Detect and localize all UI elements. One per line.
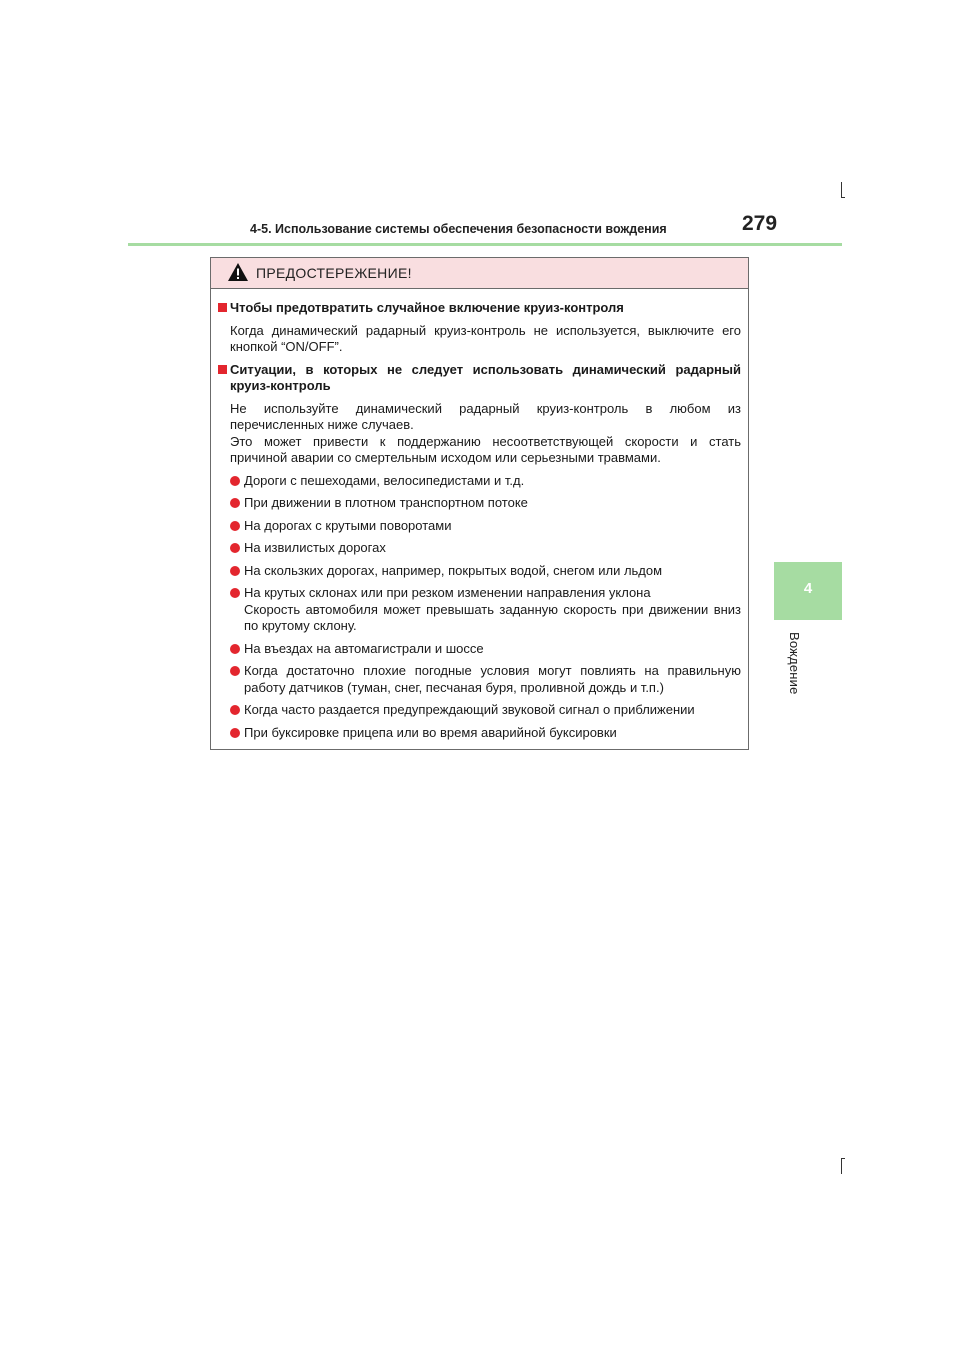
chapter-label: Вождение: [787, 632, 802, 695]
list-item: На въездах на автомагистрали и шоссе: [218, 641, 741, 658]
round-bullet-icon: [230, 566, 240, 576]
chapter-number: 4: [803, 580, 813, 597]
caution-header: [211, 258, 748, 289]
section-heading: Ситуации, в которых не следует использовать динамический радарный круиз-контроль: [218, 362, 741, 395]
round-bullet-icon: [230, 498, 240, 508]
chapter-tab: [774, 562, 842, 620]
round-bullet-icon: [230, 666, 240, 676]
crop-mark-bottom: [841, 1158, 842, 1174]
list-item: На извилистых дорогах: [218, 540, 741, 557]
round-bullet-icon: [230, 644, 240, 654]
round-bullet-icon: [230, 476, 240, 486]
list-item: Когда часто раздается предупреждающий звуковой сигнал о приближении: [218, 702, 741, 719]
square-bullet-icon: [218, 303, 227, 312]
section-header-title: 4-5. Использование системы обеспечения безопасности вождения: [250, 222, 667, 236]
caution-body: [211, 289, 748, 741]
section-heading: Чтобы предотвратить случайное включение круиз-контроля: [218, 300, 741, 317]
list-item: При движении в плотном транспортном потоке: [218, 495, 741, 512]
round-bullet-icon: [230, 728, 240, 738]
paragraph: Не используйте динамический радарный круиз-контроль в любом из перечисленных ниже случаев. Это может привести к поддержанию несоответствующей скорости и стать причиной аварии со смертельным исходом или серьезными травмами.: [230, 400, 741, 465]
square-bullet-icon: [218, 365, 227, 374]
caution-title: ПРЕДОСТЕРЕЖЕНИЕ!: [256, 265, 412, 281]
caution-box: [210, 257, 749, 750]
page-number: 279: [742, 212, 778, 235]
round-bullet-icon: [230, 521, 240, 531]
paragraph: Когда динамический радарный круиз-контроль не используется, выключите его кнопкой “ON/OFF”.: [230, 322, 741, 354]
list-item: На скользких дорогах, например, покрытых водой, снегом или льдом: [218, 563, 741, 580]
list-item: Когда достаточно плохие погодные условия могут повлиять на правильную работу датчиков (туман, снег, песчаная буря, проливной дождь и т.п.): [218, 663, 741, 696]
list-item: При буксировке прицепа или во время аварийной буксировки: [218, 725, 741, 742]
crop-mark-top: [841, 182, 842, 198]
list-item: На дорогах с крутыми поворотами: [218, 518, 741, 535]
round-bullet-icon: [230, 543, 240, 553]
round-bullet-icon: [230, 705, 240, 715]
header-divider: [128, 243, 842, 246]
list-item: Дороги с пешеходами, велосипедистами и т.д.: [218, 473, 741, 490]
warning-triangle-icon: [227, 262, 249, 282]
round-bullet-icon: [230, 588, 240, 598]
list-item: На крутых склонах или при резком изменении направления уклона Скорость автомобиля может превышать заданную скорость при движении вниз по крутому склону.: [218, 585, 741, 635]
